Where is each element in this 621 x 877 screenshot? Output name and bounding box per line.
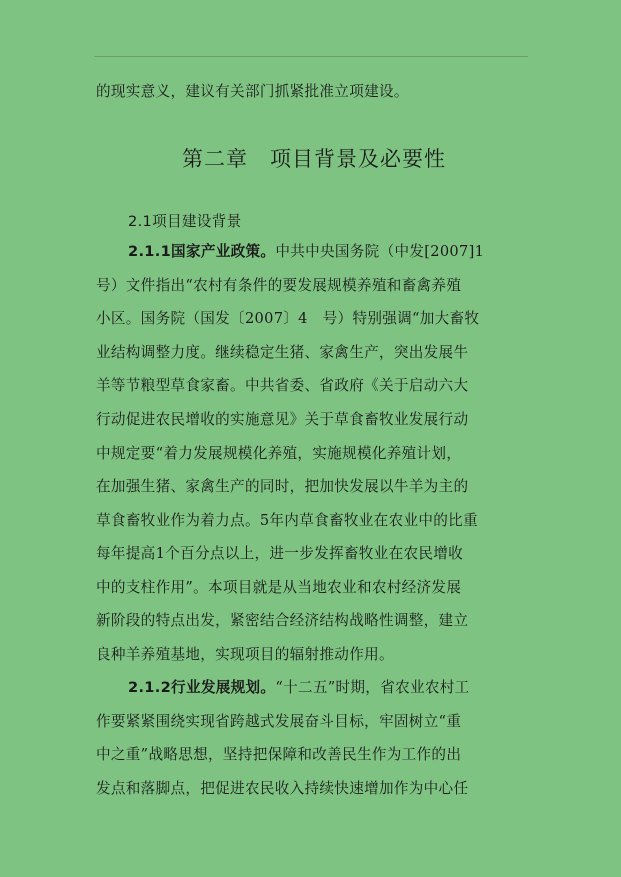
paragraph-line — [128, 242, 484, 262]
paragraph-line: 业结构调整力度。继续稳定生猪、家禽生产，突出发展牛 — [96, 344, 469, 361]
paragraph-line: 号）文件指出“农村有条件的要发展规模养殖和畜禽养殖 — [96, 277, 462, 294]
section-heading: 2.1项目建设背景 — [128, 213, 242, 230]
header-rule — [94, 56, 528, 57]
paragraph-line: 中规定要“着力发展规模化养殖，实施规模化养殖计划， — [96, 445, 462, 462]
paragraph-line: 良种羊养殖基地，实现项目的辐射推动作用。 — [96, 646, 394, 663]
chapter-title: 第二章 项目背景及必要性 — [182, 147, 446, 171]
paragraph-line: 小区。国务院（国发〔2007〕4 号）特别强调“加大畜牧 — [96, 310, 480, 327]
paragraph-text: 中共中央国务院（中发[2007]1 — [275, 243, 485, 260]
paragraph-line: 羊等节粮型草食家畜。中共省委、省政府《关于启动六大 — [96, 377, 469, 394]
paragraph-line: 在加强生猪、家禽生产的同时，把加快发展以牛羊为主的 — [96, 478, 469, 495]
paragraph-line: 新阶段的特点出发，紧密结合经济结构战略性调整，建立 — [96, 612, 469, 629]
paragraph-line: 中之重”战略思想，坚持把保障和改善民生作为工作的出 — [96, 746, 462, 763]
paragraph-line: 草食畜牧业作为着力点。5年内草食畜牧业在农业中的比重 — [96, 512, 478, 529]
paragraph-line: 发点和落脚点，把促进农民收入持续快速增加作为中心任 — [96, 780, 469, 797]
subsection-heading-211: 2.1.1国家产业政策。 — [128, 243, 276, 260]
paragraph-line: 作要紧紧围绕实现省跨越式发展奋斗目标，牢固树立“重 — [96, 713, 462, 730]
intro-line: 的现实意义，建议有关部门抓紧批准立项建设。 — [96, 83, 409, 100]
subsection-heading-212: 2.1.2行业发展规划。 — [128, 679, 276, 696]
paragraph-line: 行动促进农民增收的实施意见》关于草食畜牧业发展行动 — [96, 411, 469, 428]
paragraph-text: “十二五”时期，省农业农村工 — [275, 679, 470, 696]
paragraph-line: 每年提高1个百分点以上，进一步发挥畜牧业在农民增收 — [96, 545, 464, 562]
paragraph-line: 中的支柱作用”。本项目就是从当地农业和农村经济发展 — [96, 579, 462, 596]
paragraph-line — [128, 678, 470, 698]
